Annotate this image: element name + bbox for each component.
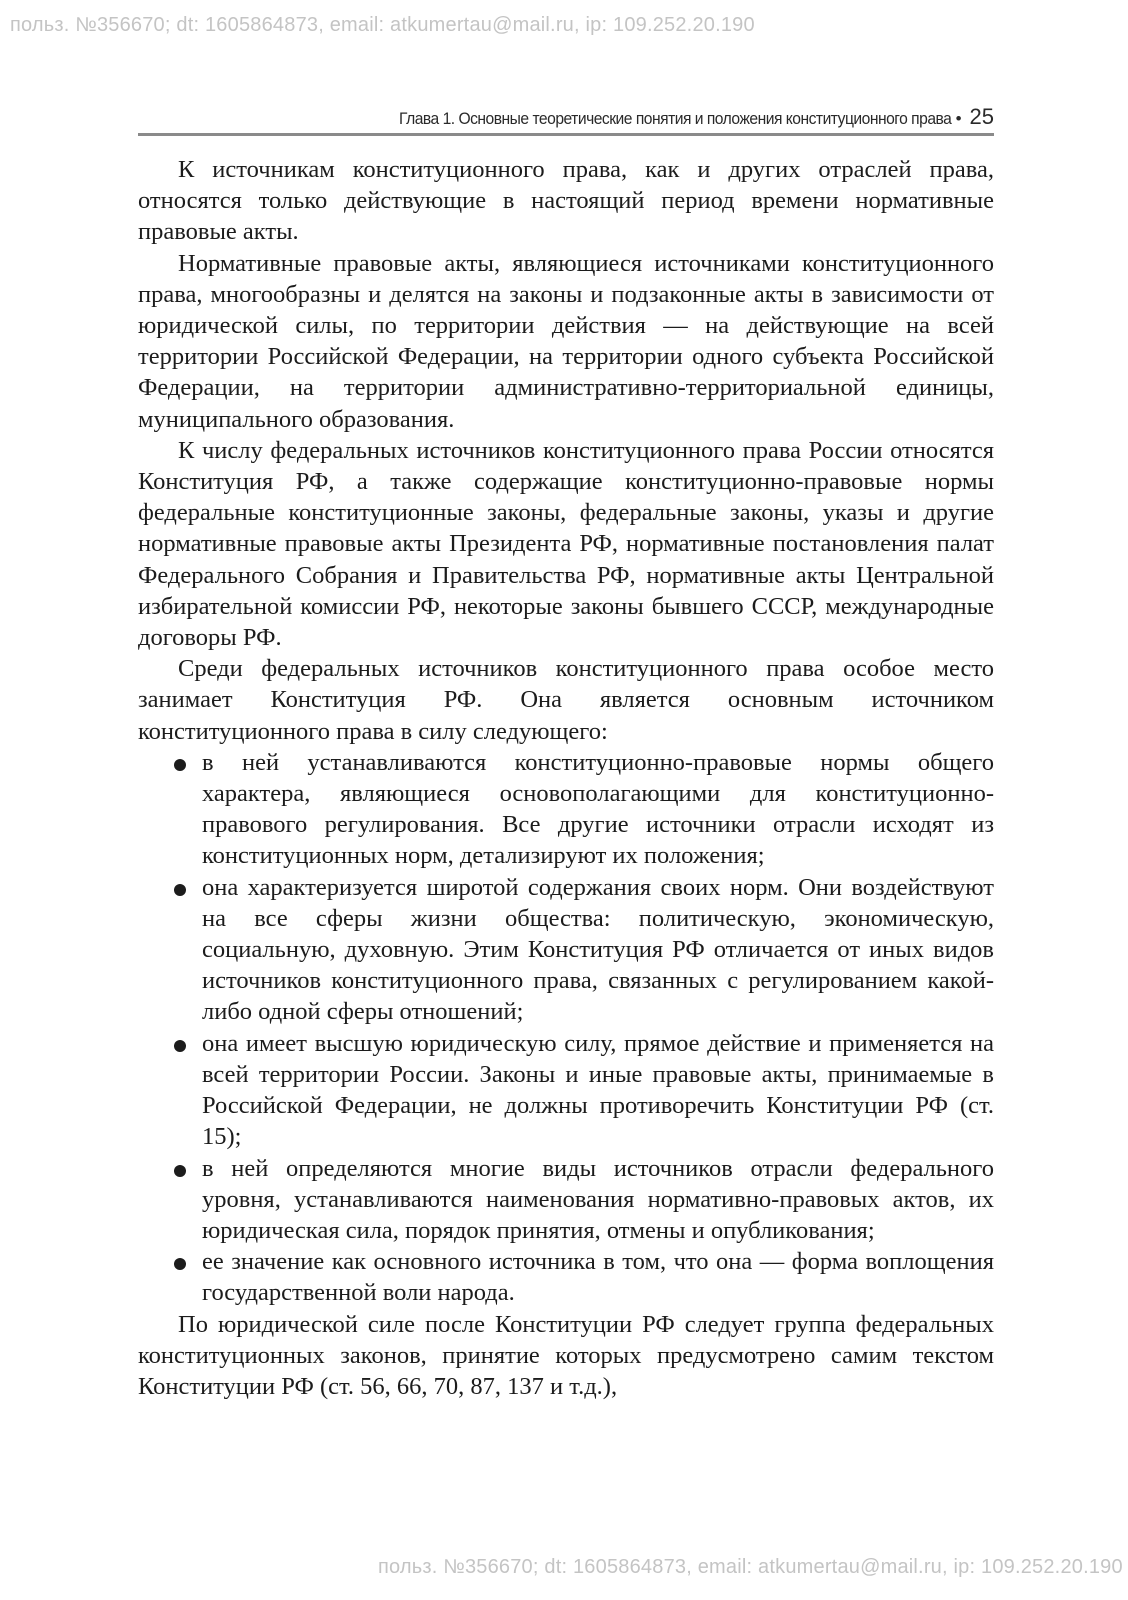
list-item (138, 1246, 994, 1308)
watermark-bottom: польз. №356670; dt: 1605864873, email: atkumertau@mail.ru, ip: 109.252.20.190 (378, 1556, 1123, 1578)
list-item (138, 747, 994, 872)
list-item-text: она характеризуется широтой содержания своих норм. Они воздействуют на все сферы жизни общества: политическую, экономическую, социальную, духовную. Этим Конституция РФ отличается от иных видов источников конституционного права, связанных с регулированием какой-либо одной сферы отношений; (202, 873, 994, 1026)
bullet-icon (174, 884, 186, 896)
list-item-text: в ней устанавливаются конституционно-правовые нормы общего характера, являющиеся основополагающими для конституционно-правового регулирования. Все другие источники отрасли исходят из конституционных норм, детализируют их положения; (202, 748, 994, 870)
bullet-list (138, 747, 994, 1309)
bullet-icon (174, 1165, 186, 1177)
running-header (138, 104, 994, 136)
body-text (138, 154, 994, 1402)
page-number: 25 (969, 104, 994, 129)
chapter-title: Глава 1. Основные теоретические понятия и положения конституционного права (399, 109, 952, 128)
paragraph: По юридической силе после Конституции РФ следует группа федеральных конституционных законов, принятие которых предусмотрено самим текстом Конституции РФ (ст. 56, 66, 70, 87, 137 и т.д.), (138, 1310, 994, 1400)
watermark-top: польз. №356670; dt: 1605864873, email: atkumertau@mail.ru, ip: 109.252.20.190 (10, 14, 755, 36)
list-item-text: она имеет высшую юридическую силу, прямое действие и применяется на всей территории России. Законы и иные правовые акты, принимаемые в Российской Федерации, не должны противоречить Конституции РФ (ст. 15); (202, 1029, 994, 1151)
header-rule (138, 133, 994, 136)
list-item (138, 872, 994, 1028)
list-item (138, 1153, 994, 1247)
list-item (138, 1028, 994, 1153)
bullet-icon (174, 759, 186, 771)
header-separator: • (955, 109, 962, 128)
list-item-text: в ней определяются многие виды источников отрасли федерального уровня, устанавливаются наименования нормативно-правовых актов, их юридическая сила, порядок принятия, отмены и опубликования; (202, 1154, 994, 1244)
paragraph: Среди федеральных источников конституционного права особое место занимает Конституция РФ. Она является основным источником конституционного права в силу следующего: (138, 655, 994, 745)
paragraph: К источникам конституционного права, как и других отраслей права, относятся только действующие в настоящий период времени нормативные правовые акты. (138, 156, 994, 246)
paragraph: Нормативные правовые акты, являющиеся источниками конституционного права, многообразны и делятся на законы и подзаконные акты в зависимости от юридической силы, по территории действия — на действующие на всей территории Российской Федерации, на территории одного субъекта Российской Федерации, на территории административно-территориальной единицы, муниципального образования. (138, 249, 994, 433)
paragraph: К числу федеральных источников конституционного права России относятся Конституция РФ, а также содержащие конституционно-правовые нормы федеральные конституционные законы, федеральные законы, указы и другие нормативные правовые акты Президента РФ, нормативные постановления палат Федерального Собрания и Правительства РФ, нормативные акты Центральной избирательной комиссии РФ, некоторые законы бывшего СССР, международные договоры РФ. (138, 436, 994, 652)
bullet-icon (174, 1258, 186, 1270)
list-item-text: ее значение как основного источника в том, что она — форма воплощения государственной воли народа. (202, 1248, 994, 1307)
bullet-icon (174, 1040, 186, 1052)
